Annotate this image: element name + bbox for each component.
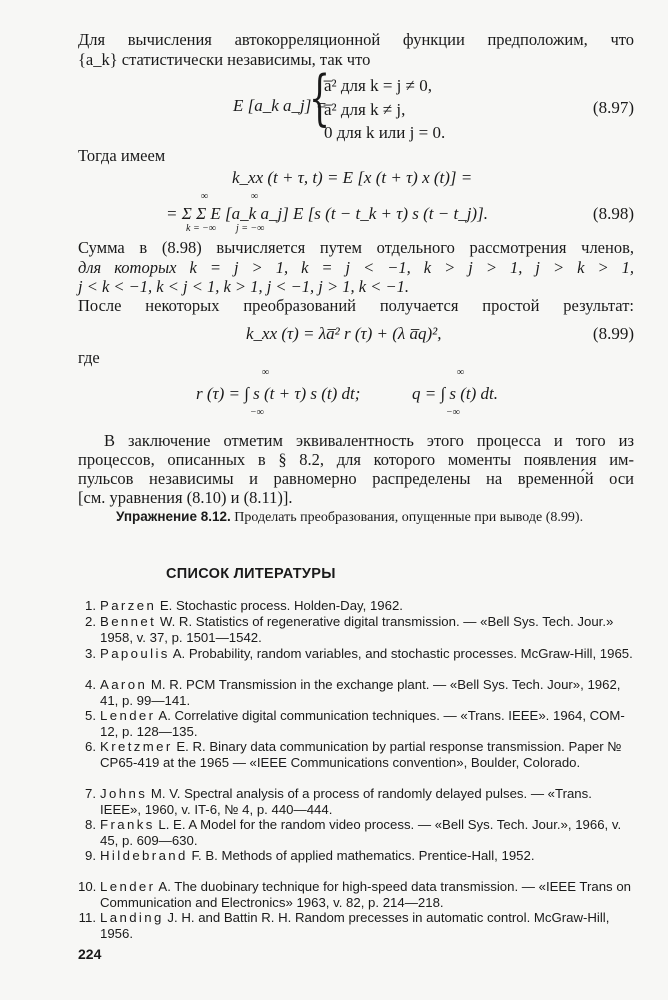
def-r: r (τ) = ∫ s (t + τ) s (t) dt; bbox=[196, 384, 361, 403]
reference-item: 4. Aaron M. R. PCM Transmission in the exchange plant. — «Bell Sys. Tech. Jour», 1962, 41, p. 99—141. bbox=[85, 677, 621, 708]
page-number: 224 bbox=[78, 946, 102, 962]
reference-item: 11. Landing J. H. and Battin R. H. Random precesses in automatic control. McGraw-Hill, 1956. bbox=[78, 910, 610, 941]
def-r-upper: ∞ bbox=[262, 367, 270, 378]
reference-item: 3. Papoulis A. Probability, random variables, and stochastic processes. McGraw-Hill, 1965. bbox=[85, 646, 633, 661]
def-q: q = ∫ s (t) dt. bbox=[412, 384, 499, 403]
reference-item: 7. Johns M. V. Spectral analysis of a process of randomly delayed pulses. — «Trans. IEEE», 1960, v. IT-6, № 4, p. 440—444. bbox=[85, 786, 592, 817]
def-q-lower: −∞ bbox=[446, 407, 460, 418]
reference-item: 10. Lender A. The duobinary technique for high-speed data transmission. — «IEEE Trans on Communication and Electronics» 1963, v. 82, p. 214—218. bbox=[78, 879, 631, 910]
text-line-4: Сумма в (8.98) вычисляется путем отдельного рассмотрения членов, bbox=[78, 238, 634, 257]
text-line-5: для которых k = j > 1, k = j < −1, k > j > 1, j > k > 1, bbox=[78, 258, 634, 277]
eq-898-sum-k-upper: ∞ bbox=[201, 191, 209, 202]
eq-897-case-3: 0 для k или j = 0. bbox=[324, 123, 446, 142]
eq-899: k_xx (τ) = λa̅² r (τ) + (λ a̅q)², bbox=[246, 324, 442, 343]
exercise-label: Упражнение 8.12. bbox=[116, 509, 231, 524]
def-q-upper: ∞ bbox=[457, 367, 465, 378]
reference-item: 8. Franks L. E. A Model for the random video process. — «Bell Sys. Tech. Jour.», 1966, v. 45, p. 609—630. bbox=[85, 817, 622, 848]
reference-item: 2. Bennet W. R. Statistics of regenerative digital transmission. — «Bell Sys. Tech. Jour.» 1958, v. 37, p. 1501—1542. bbox=[85, 614, 614, 645]
eq-897-case-2: a̅² для k ≠ j, bbox=[324, 100, 406, 119]
text-line-9: В заключение отметим эквивалентность этого процесса и того из bbox=[104, 431, 634, 450]
eq-898-sum-j-lower: j = −∞ bbox=[236, 223, 265, 234]
reference-item: 6. Kretzmer E. R. Binary data communication by partial response transmission. Paper № CP65-419 at the 1965 — «IEEE Communications convention», Boulder, Colorado. bbox=[85, 739, 622, 770]
eq-897-case-1: a̅² для k = j ≠ 0, bbox=[324, 76, 432, 95]
eq-897-number: (8.97) bbox=[592, 98, 634, 117]
text-line-2: {a_k} статистически независимы, так что bbox=[78, 50, 371, 69]
text-line-11: пульсов независимы и равномерно распределены на временно́й оси bbox=[78, 469, 634, 488]
exercise bbox=[78, 508, 634, 526]
eq-898-sum-j-upper: ∞ bbox=[251, 191, 259, 202]
eq-899-number: (8.99) bbox=[592, 324, 634, 343]
text-line-10: процессов, описанных в § 8.2, для которого моменты появления им- bbox=[78, 450, 634, 469]
eq-897-lhs: E [a_k a_j] = bbox=[233, 96, 328, 115]
def-r-lower: −∞ bbox=[250, 407, 264, 418]
text-line-1: Для вычисления автокорреляционной функции предположим, что bbox=[78, 30, 634, 49]
eq-898-line-2: = Σ Σ E [a_k a_j] E [s (t − t_k + τ) s (t − t_j)]. bbox=[166, 204, 488, 223]
reference-item: 9. Hildebrand F. B. Methods of applied mathematics. Prentice-Hall, 1952. bbox=[85, 848, 535, 863]
eq-897-brace: { bbox=[309, 63, 331, 133]
references-heading: СПИСОК ЛИТЕРАТУРЫ bbox=[166, 566, 336, 582]
text-line-8: где bbox=[78, 348, 100, 367]
reference-item: 5. Lender A. Correlative digital communication techniques. — «Trans. IEEE». 1964, COM-12, p. 128—135. bbox=[85, 708, 625, 739]
eq-898-sum-k-lower: k = −∞ bbox=[186, 223, 217, 234]
text-line-3: Тогда имеем bbox=[78, 146, 166, 165]
eq-898-number: (8.98) bbox=[592, 204, 634, 223]
exercise-text: Проделать преобразования, опущенные при выводе (8.99). bbox=[234, 510, 584, 525]
text-line-12: [см. уравнения (8.10) и (8.11)]. bbox=[78, 488, 293, 507]
text-line-7: После некоторых преобразований получается простой результат: bbox=[78, 296, 634, 315]
eq-898-line-1: k_xx (t + τ, t) = E [x (t + τ) x (t)] = bbox=[232, 168, 473, 187]
reference-item: 1. Parzen E. Stochastic process. Holden-Day, 1962. bbox=[85, 598, 403, 613]
text-line-6: j < k < −1, k < j < 1, k > 1, j < −1, j > 1, k < −1. bbox=[78, 277, 409, 296]
